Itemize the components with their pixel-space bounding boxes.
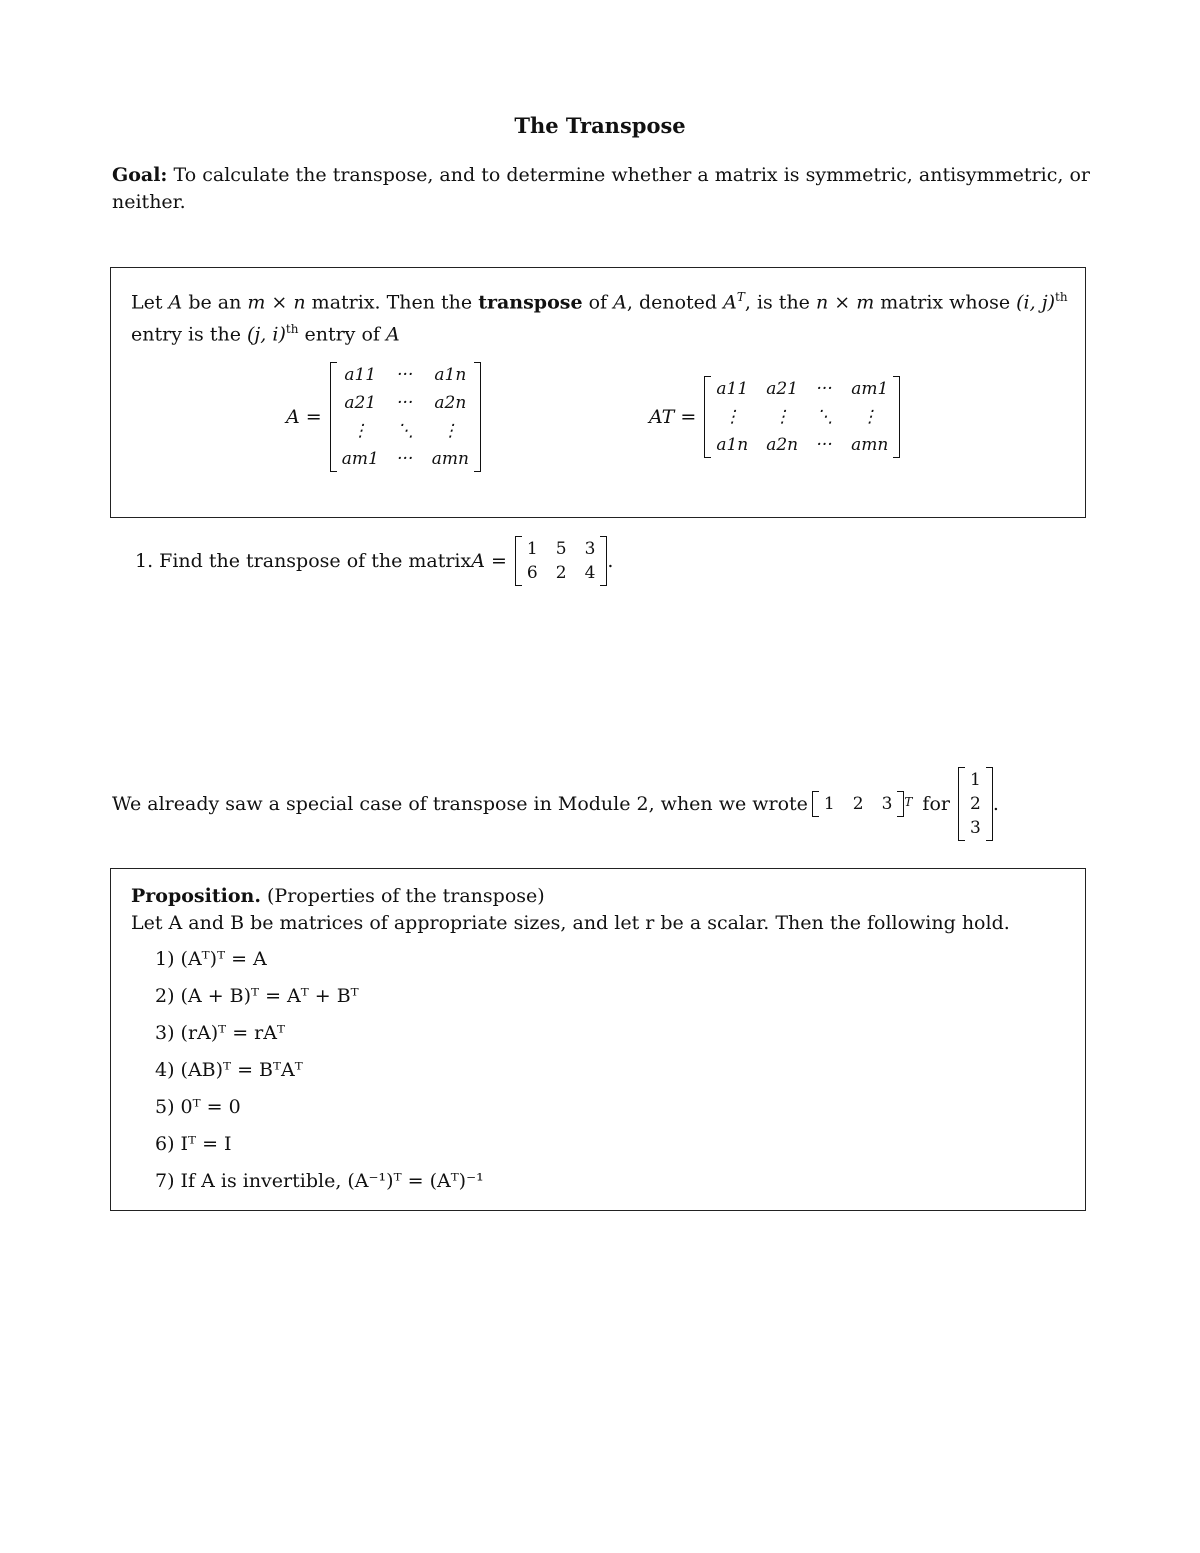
matrix-A-display	[286, 362, 481, 472]
def-math: m × n	[247, 291, 306, 314]
matrix-A-label: A =	[286, 406, 322, 428]
matrix-entry: 6	[526, 563, 538, 583]
proposition-subtitle: (Properties of the transpose)	[267, 885, 545, 907]
question-1-matrix	[515, 536, 607, 586]
definition-text	[131, 284, 1071, 349]
matrix-entry: a1n	[434, 365, 467, 385]
def-text: matrix whose	[874, 291, 1017, 314]
def-superscript: T	[736, 290, 745, 304]
matrix-entry: ⋮	[441, 421, 459, 441]
proposition-item: 3) (rA)ᵀ = rAᵀ	[155, 1022, 285, 1044]
matrix-entry: 1	[969, 770, 981, 790]
row-vector	[812, 791, 904, 817]
matrix-entry: a11	[344, 365, 377, 385]
proposition-item: 7) If A is invertible, (A⁻¹)ᵀ = (Aᵀ)⁻¹	[155, 1170, 484, 1192]
matrix-entry: a2n	[434, 393, 467, 413]
column-vector	[958, 767, 993, 841]
matrix-entry: ···	[816, 379, 833, 399]
matrix-entry: a2n	[766, 435, 799, 455]
def-text: of	[582, 291, 614, 314]
matrix-entry: ⋮	[861, 407, 879, 427]
matrix-entry: 2	[969, 794, 981, 814]
matrix-entry: a1n	[716, 435, 749, 455]
column-vector-grid	[965, 767, 986, 841]
matrix-entry: 2	[852, 794, 864, 814]
definition-box	[110, 267, 1086, 518]
matrix-entry: a21	[766, 379, 799, 399]
def-superscript: th	[285, 322, 299, 337]
matrix-entry: amn	[431, 449, 469, 469]
page-title: The Transpose	[514, 113, 686, 138]
def-math: (j, i)	[247, 323, 286, 346]
right-bracket	[897, 791, 904, 817]
matrix-entry: ···	[816, 435, 833, 455]
matrix-entry: 1	[526, 539, 538, 559]
right-bracket	[893, 376, 900, 458]
matrix-entry: ⋮	[351, 421, 369, 441]
right-bracket	[600, 536, 607, 586]
special-case-end: .	[992, 793, 999, 815]
right-bracket	[986, 767, 993, 841]
matrix-entry: ⋮	[723, 407, 741, 427]
def-math: n × m	[815, 291, 875, 314]
matrix-entry: ···	[397, 365, 414, 385]
matrix-entry: amn	[851, 435, 889, 455]
goal-text: To calculate the transpose, and to determine whether a matrix is symmetric, antisymmetric, or neither.	[112, 164, 1090, 213]
matrix-entry: am1	[851, 379, 889, 399]
question-1	[135, 536, 613, 586]
question-1-matrix-grid	[522, 536, 600, 586]
matrix-AT-display	[649, 376, 900, 458]
proposition-heading: Proposition.	[131, 885, 261, 907]
matrix-entry: 4	[584, 563, 596, 583]
matrix-entry: ⋱	[816, 407, 834, 427]
def-math: A	[385, 323, 400, 346]
special-case-for: for	[922, 793, 950, 815]
question-1-lhs: A =	[471, 550, 507, 572]
def-math: A	[723, 291, 737, 314]
special-case-paragraph	[112, 767, 999, 841]
question-1-text: 1. Find the transpose of the matrix	[135, 550, 472, 572]
def-term-transpose: transpose	[478, 291, 583, 314]
left-bracket	[515, 536, 522, 586]
left-bracket	[812, 791, 819, 817]
matrix-AT	[704, 376, 900, 458]
proposition-item: 6) Iᵀ = I	[155, 1133, 232, 1155]
proposition-item: 4) (AB)ᵀ = BᵀAᵀ	[155, 1059, 303, 1081]
matrix-A-grid	[337, 362, 474, 472]
matrix-entry: 1	[823, 794, 835, 814]
goal-paragraph	[112, 162, 1090, 216]
left-bracket	[330, 362, 337, 472]
question-1-end: .	[607, 550, 614, 572]
def-superscript: th	[1055, 290, 1068, 304]
left-bracket	[704, 376, 711, 458]
proposition	[131, 883, 1071, 1200]
matrix-entry: 3	[969, 818, 981, 838]
proposition-item: 2) (A + B)ᵀ = Aᵀ + Bᵀ	[155, 985, 359, 1007]
matrix-entry: 3	[584, 539, 596, 559]
def-text: entry of	[298, 323, 386, 346]
matrix-AT-label: AT =	[649, 406, 697, 428]
proposition-heading-line	[131, 883, 1071, 910]
def-text: matrix. Then the	[305, 291, 479, 314]
def-text: Let	[131, 291, 169, 314]
def-math: A	[168, 291, 183, 314]
def-math: A	[613, 291, 627, 314]
matrix-AT-grid	[711, 376, 893, 458]
transpose-superscript: T	[904, 795, 913, 809]
special-case-text: We already saw a special case of transpose in Module 2, when we wrote	[112, 793, 808, 815]
matrix-entry: ···	[397, 449, 414, 469]
matrix-entry: ⋮	[773, 407, 791, 427]
def-text: be an	[182, 291, 248, 314]
proposition-box	[110, 868, 1086, 1211]
right-bracket	[474, 362, 481, 472]
proposition-item: 1) (Aᵀ)ᵀ = A	[155, 948, 267, 970]
proposition-intro: Let A and B be matrices of appropriate sizes, and let r be a scalar. Then the following hold.	[131, 912, 1010, 934]
matrix-entry: a11	[716, 379, 749, 399]
matrix-entry: am1	[341, 449, 379, 469]
matrix-entry: 2	[555, 563, 567, 583]
matrix-entry: a21	[344, 393, 377, 413]
def-text: entry is the	[131, 323, 247, 346]
def-math: (i, j)	[1016, 291, 1056, 314]
row-vector-grid	[819, 791, 897, 817]
proposition-list	[131, 941, 1071, 1200]
matrix-entry: ⋱	[396, 421, 414, 441]
def-text: , is the	[744, 291, 816, 314]
proposition-item: 5) 0ᵀ = 0	[155, 1096, 241, 1118]
left-bracket	[958, 767, 965, 841]
goal-label: Goal:	[112, 164, 168, 186]
matrix-A	[330, 362, 481, 472]
matrix-entry: ···	[397, 393, 414, 413]
def-text: , denoted	[626, 291, 724, 314]
matrix-entry: 3	[881, 794, 893, 814]
matrix-entry: 5	[555, 539, 567, 559]
